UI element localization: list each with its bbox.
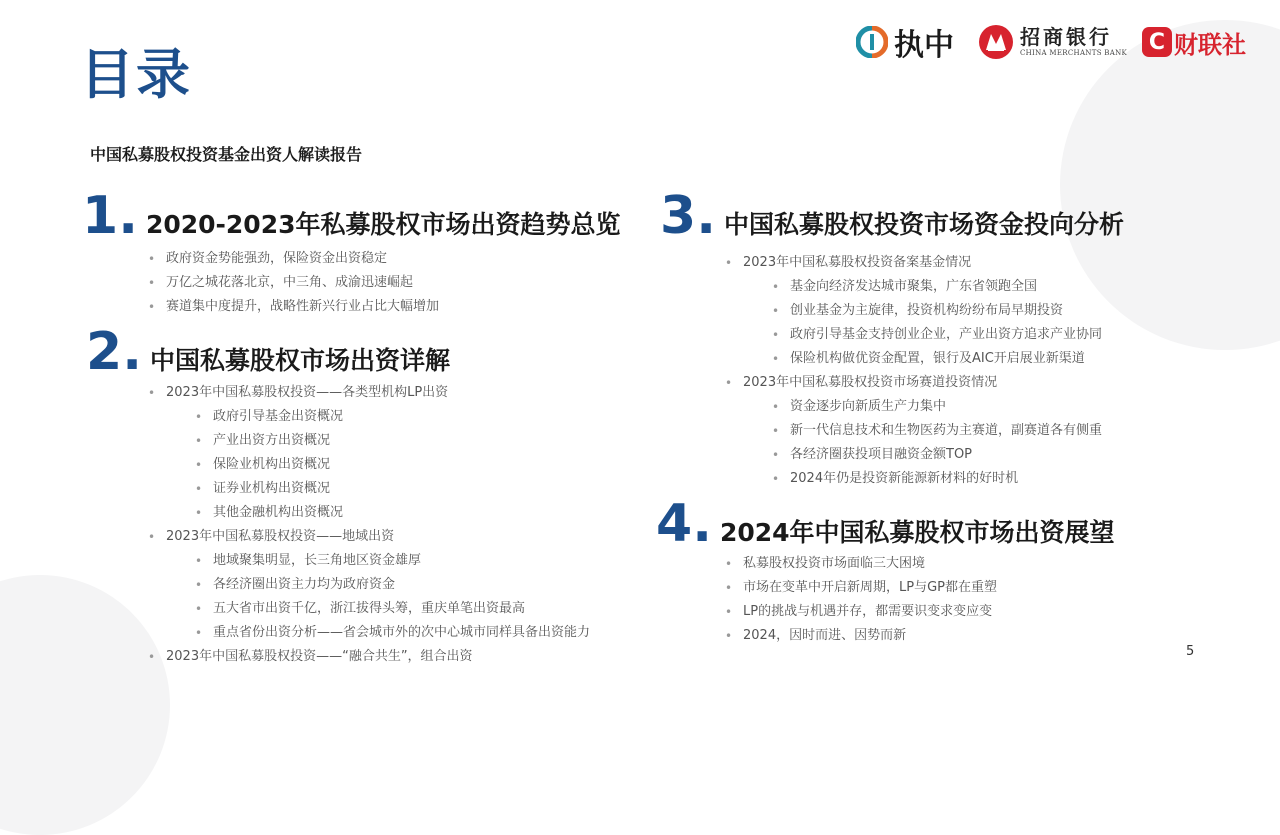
- section-4: [656, 494, 1115, 554]
- section-number: 1: [82, 186, 119, 246]
- section-number: 3: [660, 186, 697, 246]
- section-2-items: [166, 381, 590, 669]
- list-item: • 政府资金势能强劲，保险资金出资稳定: [166, 247, 439, 271]
- partner-logos: [856, 22, 1256, 66]
- list-item: • 2023年中国私募股权投资市场赛道投资情况: [743, 371, 1102, 395]
- section-3-items: [743, 251, 1102, 491]
- section-number: 4: [656, 494, 693, 554]
- list-item: • 各经济圈出资主力均为政府资金: [166, 573, 590, 597]
- zhizhong-logo: [856, 22, 954, 62]
- list-item: • 创业基金为主旋律，投资机构纷纷布局早期投资: [743, 299, 1102, 323]
- section-dot: .: [118, 186, 138, 246]
- page-number: 5: [1186, 644, 1195, 659]
- list-item: • 2024年仍是投资新能源新材料的好时机: [743, 467, 1102, 491]
- cmb-logo: [978, 22, 1127, 62]
- list-item: • 保险机构做优资金配置，银行及AIC开启展业新渠道: [743, 347, 1102, 371]
- list-item: • 政府引导基金出资概况: [166, 405, 590, 429]
- section-title: 2020-2023年私募股权市场出资趋势总览: [145, 210, 621, 239]
- list-item: • 2023年中国私募股权投资——各类型机构LP出资: [166, 381, 590, 405]
- list-item: • 证券业机构出资概况: [166, 477, 590, 501]
- list-item: • 新一代信息技术和生物医药为主赛道，副赛道各有侧重: [743, 419, 1102, 443]
- list-item: • 万亿之城花落北京，中三角、成渝迅速崛起: [166, 271, 439, 295]
- section-1-items: [166, 247, 439, 319]
- decorative-circle-bottom-left: [0, 575, 170, 835]
- section-dot: .: [696, 186, 716, 246]
- cmb-logo-text: 招商银行: [1020, 25, 1112, 49]
- list-item: • 其他金融机构出资概况: [166, 501, 590, 525]
- list-item: • 2023年中国私募股权投资备案基金情况: [743, 251, 1102, 275]
- section-dot: .: [692, 494, 712, 554]
- page-title: 目录: [80, 43, 192, 106]
- list-item: • 产业出资方出资概况: [166, 429, 590, 453]
- section-2: [86, 322, 450, 382]
- list-item: • 2024，因时而进、因势而新: [743, 624, 997, 648]
- report-subtitle: 中国私募股权投资基金出资人解读报告: [90, 145, 363, 164]
- cls-logo: [1142, 24, 1246, 60]
- section-dot: .: [122, 322, 142, 382]
- list-item: • 各经济圈获投项目融资金额TOP: [743, 443, 1102, 467]
- section-title: 中国私募股权市场出资详解: [149, 346, 450, 375]
- section-number: 2: [86, 322, 123, 382]
- list-item: • 赛道集中度提升，战略性新兴行业占比大幅增加: [166, 295, 439, 319]
- section-1: [82, 186, 621, 246]
- list-item: • 市场在变革中开启新周期，LP与GP都在重塑: [743, 576, 997, 600]
- cmb-logo-english: CHINA MERCHANTS BANK: [1020, 49, 1128, 57]
- list-item: • 2023年中国私募股权投资——“融合共生”，组合出资: [166, 645, 590, 669]
- list-item: • LP的挑战与机遇并存，都需要识变求变应变: [743, 600, 997, 624]
- list-item: • 政府引导基金支持创业企业，产业出资方追求产业协同: [743, 323, 1102, 347]
- list-item: • 保险业机构出资概况: [166, 453, 590, 477]
- section-4-items: [743, 552, 997, 648]
- list-item: • 五大省市出资千亿，浙江拔得头筹，重庆单笔出资最高: [166, 597, 590, 621]
- section-title: 中国私募股权投资市场资金投向分析: [723, 210, 1124, 239]
- zhizhong-logo-text: 执中: [894, 28, 954, 63]
- list-item: • 基金向经济发达城市聚集，广东省领跑全国: [743, 275, 1102, 299]
- list-item: • 2023年中国私募股权投资——地域出资: [166, 525, 590, 549]
- list-item: • 重点省份出资分析——省会城市外的次中心城市同样具备出资能力: [166, 621, 590, 645]
- section-3: [660, 186, 1124, 246]
- cls-logo-icon: C: [1142, 27, 1172, 57]
- list-item: • 资金逐步向新质生产力集中: [743, 395, 1102, 419]
- list-item: • 地域聚集明显，长三角地区资金雄厚: [166, 549, 590, 573]
- cmb-logo-icon: [978, 24, 1014, 60]
- list-item: • 私募股权投资市场面临三大困境: [743, 552, 997, 576]
- section-title: 2024年中国私募股权市场出资展望: [719, 518, 1115, 547]
- cls-logo-text: 财联社: [1174, 30, 1246, 59]
- zhizhong-logo-icon: [856, 26, 888, 58]
